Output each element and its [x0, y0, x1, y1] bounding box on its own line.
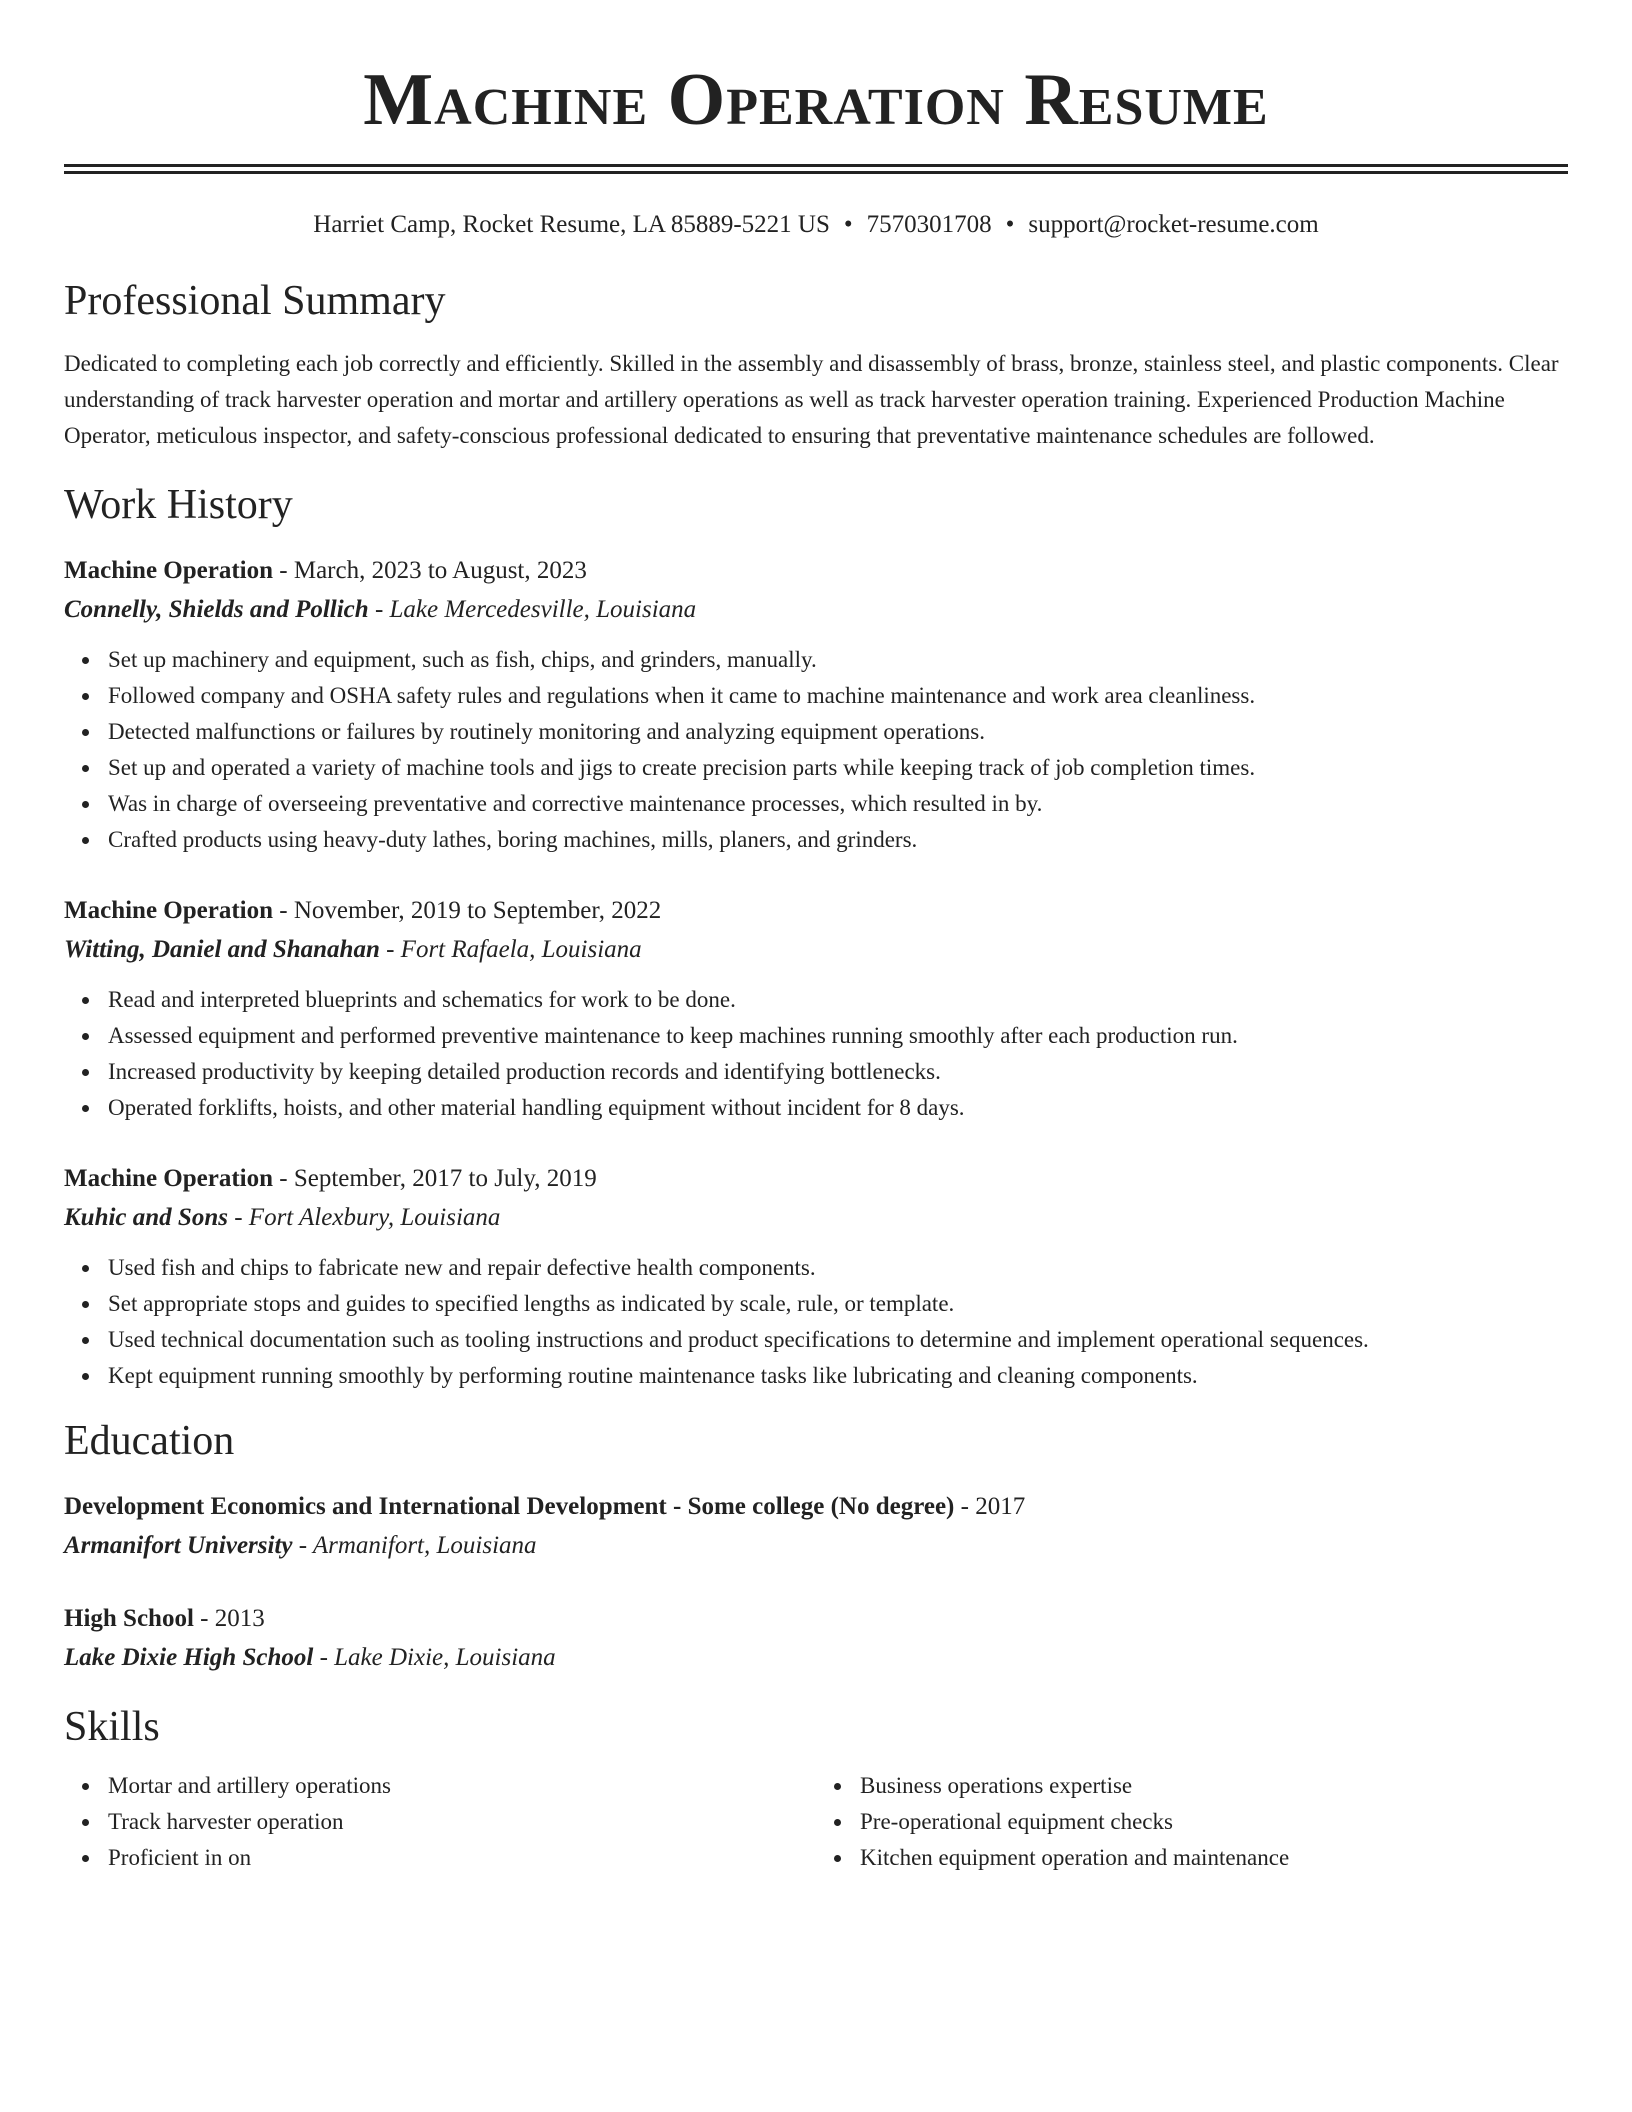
skill-item: Pre-operational equipment checks: [860, 1804, 1568, 1840]
education-school: Armanifort University: [64, 1532, 293, 1559]
summary-text: Dedicated to completing each job correctly and efficiently. Skilled in the assembly and disassembly of brass, bronze, stainless steel, and plastic components. Clear understanding of track harvester operation and mortar and artillery operations as well as track harvester operation training. Experienced Production Machine Operator, meticulous inspector, and safety-conscious professional dedicated to ensuring that preventative maintenance schedules are followed.: [64, 351, 1559, 448]
job-company-line: [64, 930, 1568, 970]
job-title: Machine Operation: [64, 897, 274, 924]
contact-address: Harriet Camp, Rocket Resume, LA 85889-5221 US: [313, 211, 830, 238]
job-duties-list: [64, 1250, 1568, 1394]
contact-email: support@rocket-resume.com: [1028, 211, 1319, 238]
contact-phone: 7570301708: [866, 211, 992, 238]
job-company-line: [64, 1198, 1568, 1238]
contact-line: [64, 210, 1568, 240]
education-entry: [64, 1600, 1568, 1678]
job-company: Connelly, Shields and Pollich: [64, 596, 369, 623]
job-company-line: [64, 590, 1568, 630]
list-item: Detected malfunctions or failures by routinely monitoring and analyzing equipment operations.: [108, 714, 1568, 750]
skills-list-left: [64, 1768, 816, 1876]
job-title: Machine Operation: [64, 1165, 274, 1192]
contact-separator: •: [1005, 211, 1015, 238]
list-item: Read and interpreted blueprints and schematics for work to be done.: [108, 982, 1568, 1018]
education-year: - 2017: [954, 1493, 1026, 1520]
skill-item: Kitchen equipment operation and maintenance: [860, 1840, 1568, 1876]
skill-item: Business operations expertise: [860, 1768, 1568, 1804]
job-entry: [64, 892, 1568, 1126]
education-year: - 2013: [193, 1605, 265, 1632]
education-degree-line: [64, 1488, 1568, 1526]
education-entry: [64, 1488, 1568, 1566]
list-item: Kept equipment running smoothly by performing routine maintenance tasks like lubricating and cleaning components.: [108, 1358, 1568, 1394]
education-heading: Education: [64, 1418, 235, 1464]
education-section: [64, 1416, 1568, 1678]
education-location: - Armanifort, Louisiana: [292, 1532, 537, 1559]
resume-title: Machine Operation Resume: [363, 59, 1269, 141]
job-title-line: [64, 1160, 1568, 1198]
education-degree: Development Economics and International Development - Some college (No degree): [64, 1493, 955, 1520]
list-item: Assessed equipment and performed preventive maintenance to keep machines running smoothly after each production run.: [108, 1018, 1568, 1054]
work-history-heading: Work History: [64, 482, 293, 528]
list-item: Set up machinery and equipment, such as fish, chips, and grinders, manually.: [108, 642, 1568, 678]
education-degree: High School: [64, 1605, 194, 1632]
summary-heading: Professional Summary: [64, 278, 446, 324]
job-duties-list: [64, 982, 1568, 1126]
list-item: Was in charge of overseeing preventative and corrective maintenance processes, which resulted in by.: [108, 786, 1568, 822]
job-location: - Lake Mercedesville, Louisiana: [368, 596, 697, 623]
job-entry: [64, 1160, 1568, 1394]
list-item: Followed company and OSHA safety rules and regulations when it came to machine maintenance and work area cleanliness.: [108, 678, 1568, 714]
skills-list-right: [816, 1768, 1568, 1876]
skills-grid: [64, 1768, 1568, 1876]
job-entry: [64, 552, 1568, 858]
contact-separator: •: [843, 211, 853, 238]
job-dates: - November, 2019 to September, 2022: [273, 897, 662, 924]
skill-item: Track harvester operation: [108, 1804, 816, 1840]
list-item: Increased productivity by keeping detailed production records and identifying bottlenecks.: [108, 1054, 1568, 1090]
job-location: - Fort Rafaela, Louisiana: [379, 936, 642, 963]
skill-item: Mortar and artillery operations: [108, 1768, 816, 1804]
job-duties-list: [64, 642, 1568, 858]
job-company: Witting, Daniel and Shanahan: [64, 936, 380, 963]
work-history-section: [64, 480, 1568, 1394]
list-item: Crafted products using heavy-duty lathes, boring machines, mills, planers, and grinders.: [108, 822, 1568, 858]
job-location: - Fort Alexbury, Louisiana: [227, 1204, 501, 1231]
education-school-line: [64, 1638, 1568, 1678]
skills-heading: Skills: [64, 1704, 160, 1750]
education-school-line: [64, 1526, 1568, 1566]
list-item: Used technical documentation such as tooling instructions and product specifications to determine and implement operational sequences.: [108, 1322, 1568, 1358]
list-item: Set up and operated a variety of machine tools and jigs to create precision parts while keeping track of job completion times.: [108, 750, 1568, 786]
education-school: Lake Dixie High School: [64, 1644, 314, 1671]
skills-section: [64, 1702, 1568, 1876]
job-dates: - September, 2017 to July, 2019: [273, 1165, 597, 1192]
job-title: Machine Operation: [64, 557, 274, 584]
job-title-line: [64, 892, 1568, 930]
job-title-line: [64, 552, 1568, 590]
list-item: Used fish and chips to fabricate new and repair defective health components.: [108, 1250, 1568, 1286]
job-company: Kuhic and Sons: [64, 1204, 228, 1231]
job-dates: - March, 2023 to August, 2023: [273, 557, 587, 584]
list-item: Set appropriate stops and guides to specified lengths as indicated by scale, rule, or template.: [108, 1286, 1568, 1322]
education-degree-line: [64, 1600, 1568, 1638]
title-divider: [64, 164, 1568, 174]
list-item: Operated forklifts, hoists, and other material handling equipment without incident for 8 days.: [108, 1090, 1568, 1126]
education-location: - Lake Dixie, Louisiana: [313, 1644, 556, 1671]
summary-section: [64, 276, 1568, 454]
skill-item: Proficient in on: [108, 1840, 816, 1876]
